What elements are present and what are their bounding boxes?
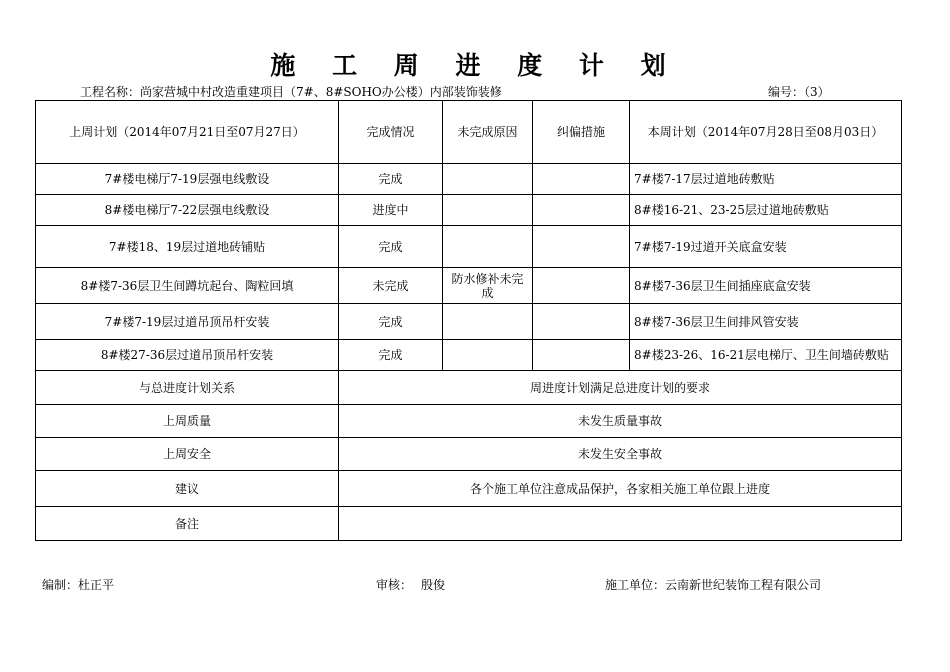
this-week-task: 8#楼16-21、23-25层过道地砖敷贴 bbox=[630, 195, 902, 226]
completion-status: 完成 bbox=[339, 226, 443, 268]
summary-value: 各个施工单位注意成品保护，各家相关施工单位跟上进度 bbox=[339, 471, 902, 507]
incomplete-reason bbox=[443, 195, 533, 226]
completion-status: 完成 bbox=[339, 164, 443, 195]
header-correction: 纠偏措施 bbox=[533, 101, 630, 164]
summary-label: 建议 bbox=[36, 471, 339, 507]
table-row bbox=[36, 226, 902, 268]
table-row bbox=[36, 164, 902, 195]
completion-status: 进度中 bbox=[339, 195, 443, 226]
summary-value: 未发生质量事故 bbox=[339, 405, 902, 438]
header-this-week: 本周计划（2014年07月28日至08月03日） bbox=[630, 101, 902, 164]
header-last-week: 上周计划（2014年07月21日至07月27日） bbox=[36, 101, 339, 164]
table-row bbox=[36, 304, 902, 340]
table-row bbox=[36, 340, 902, 371]
summary-label: 备注 bbox=[36, 507, 339, 541]
header-row bbox=[36, 101, 902, 164]
summary-label: 上周安全 bbox=[36, 438, 339, 471]
summary-row bbox=[36, 471, 902, 507]
last-week-task: 7#楼电梯厅7-19层强电线敷设 bbox=[36, 164, 339, 195]
summary-value: 未发生安全事故 bbox=[339, 438, 902, 471]
summary-row bbox=[36, 507, 902, 541]
incomplete-reason bbox=[443, 304, 533, 340]
incomplete-reason bbox=[443, 226, 533, 268]
header-reason: 未完成原因 bbox=[443, 101, 533, 164]
page-title: 施 工 周 进 度 计 划 bbox=[270, 51, 680, 80]
this-week-task: 8#楼7-36层卫生间插座底盒安装 bbox=[630, 268, 902, 304]
summary-value: 周进度计划满足总进度计划的要求 bbox=[339, 371, 902, 405]
summary-row bbox=[36, 371, 902, 405]
reviewer-label: 审核： bbox=[376, 578, 413, 592]
correction-measure bbox=[533, 340, 630, 371]
prepared-by: 编制：杜正平 bbox=[42, 578, 115, 592]
table-row bbox=[36, 195, 902, 226]
last-week-task: 8#楼电梯厅7-22层强电线敷设 bbox=[36, 195, 339, 226]
completion-status: 完成 bbox=[339, 340, 443, 371]
project-name: 工程名称：尚家营城中村改造重建项目（7#、8#SOHO办公楼）内部装饰装修 bbox=[80, 85, 502, 99]
correction-measure bbox=[533, 164, 630, 195]
serial-number: 编号：（3） bbox=[768, 85, 830, 99]
correction-measure bbox=[533, 226, 630, 268]
header-status: 完成情况 bbox=[339, 101, 443, 164]
table-row bbox=[36, 268, 902, 304]
summary-row bbox=[36, 438, 902, 471]
this-week-task: 7#楼7-17层过道地砖敷贴 bbox=[630, 164, 902, 195]
last-week-task: 7#楼7-19层过道吊顶吊杆安装 bbox=[36, 304, 339, 340]
this-week-task: 7#楼7-19过道开关底盒安装 bbox=[630, 226, 902, 268]
last-week-task: 8#楼27-36层过道吊顶吊杆安装 bbox=[36, 340, 339, 371]
weekly-schedule-table bbox=[35, 100, 902, 541]
completion-status: 完成 bbox=[339, 304, 443, 340]
completion-status: 未完成 bbox=[339, 268, 443, 304]
this-week-task: 8#楼7-36层卫生间排风管安装 bbox=[630, 304, 902, 340]
incomplete-reason: 防水修补未完成 bbox=[443, 268, 533, 304]
last-week-task: 7#楼18、19层过道地砖铺贴 bbox=[36, 226, 339, 268]
last-week-task: 8#楼7-36层卫生间蹲坑起台、陶粒回填 bbox=[36, 268, 339, 304]
summary-label: 与总进度计划关系 bbox=[36, 371, 339, 405]
correction-measure bbox=[533, 268, 630, 304]
correction-measure bbox=[533, 304, 630, 340]
summary-value bbox=[339, 507, 902, 541]
incomplete-reason bbox=[443, 164, 533, 195]
correction-measure bbox=[533, 195, 630, 226]
summary-label: 上周质量 bbox=[36, 405, 339, 438]
incomplete-reason bbox=[443, 340, 533, 371]
contractor: 施工单位：云南新世纪装饰工程有限公司 bbox=[605, 578, 822, 592]
reviewer-name: 殷俊 bbox=[421, 578, 446, 592]
this-week-task: 8#楼23-26、16-21层电梯厅、卫生间墙砖敷贴 bbox=[630, 340, 902, 371]
summary-row bbox=[36, 405, 902, 438]
